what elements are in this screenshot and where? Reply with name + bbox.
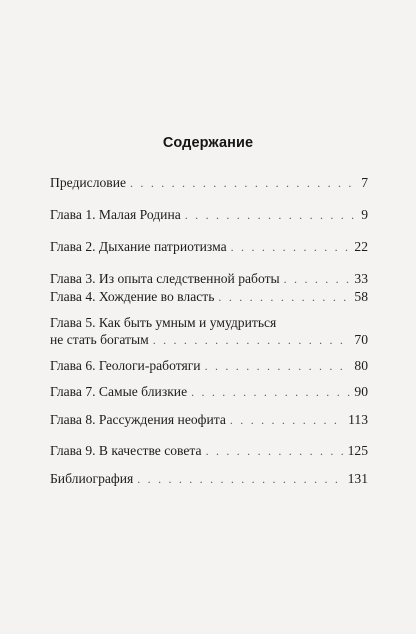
toc-entry-chapter-1: [50, 206, 368, 224]
dot-leader: [218, 289, 350, 306]
page-title: Содержание: [162, 135, 254, 151]
toc-entry-title: Глава 3. Из опыта следственной работы: [50, 271, 280, 286]
toc-entry-page: 125: [347, 443, 368, 458]
toc-entry-title: Глава 7. Самые близкие: [50, 384, 188, 399]
toc-entry-chapter-3: [50, 258, 368, 288]
toc-entry-page: 80: [354, 358, 368, 373]
dot-leader: [185, 207, 357, 224]
toc-entry-chapter-7: [50, 383, 368, 401]
toc-entry-chapter-4: [50, 288, 368, 306]
toc-entry-title: Глава 2. Дыхание патриотизма: [50, 239, 227, 254]
dot-leader: [231, 239, 351, 256]
toc-entry-preface: [50, 174, 368, 192]
toc-entry-title: Глава 8. Рассуждения неофита: [50, 412, 226, 427]
toc-entry-page: 22: [354, 239, 368, 254]
toc-entry-title: Глава 4. Хождение во власть: [50, 289, 215, 304]
dot-leader: [230, 412, 344, 429]
toc-entry-title-line-1: Глава 5. Как быть умным и умудриться: [50, 315, 277, 330]
toc-entry-page: 9: [361, 207, 368, 222]
toc-entry-page: 33: [354, 271, 368, 286]
toc-entry-title: Глава 1. Малая Родина: [50, 207, 181, 222]
toc-entry-chapter-2: [50, 238, 368, 256]
toc-entry-page: 131: [347, 471, 368, 486]
toc-entry-chapter-5: [50, 314, 368, 349]
dot-leader: [191, 384, 350, 401]
toc-entry-title: Глава 9. В качестве совета: [50, 443, 202, 458]
dot-leader: [130, 175, 357, 192]
toc-entry-page: 7: [361, 175, 368, 190]
dot-leader: [137, 471, 343, 488]
dot-leader: [205, 358, 351, 375]
dot-leader: [206, 443, 344, 460]
toc-entry-title: Глава 6. Геологи-работяги: [50, 358, 201, 373]
toc-entry-chapter-9: [50, 442, 368, 460]
toc-entry-title: Предисловие: [50, 175, 127, 190]
toc-entry-page: 90: [354, 384, 368, 399]
dot-leader: [153, 332, 351, 349]
toc-entry-page: 58: [354, 289, 368, 304]
toc-entry-title: Библиография: [50, 471, 134, 486]
toc-entry-chapter-8: [50, 411, 368, 429]
toc-entry-title-line-2: не стать богатым: [50, 332, 149, 347]
dot-leader: [284, 271, 351, 288]
toc-entry-chapter-6: [50, 357, 368, 375]
toc-entry-bibliography: [50, 470, 368, 488]
toc-entry-page: 113: [348, 412, 368, 427]
toc-entry-page: 70: [354, 332, 368, 347]
